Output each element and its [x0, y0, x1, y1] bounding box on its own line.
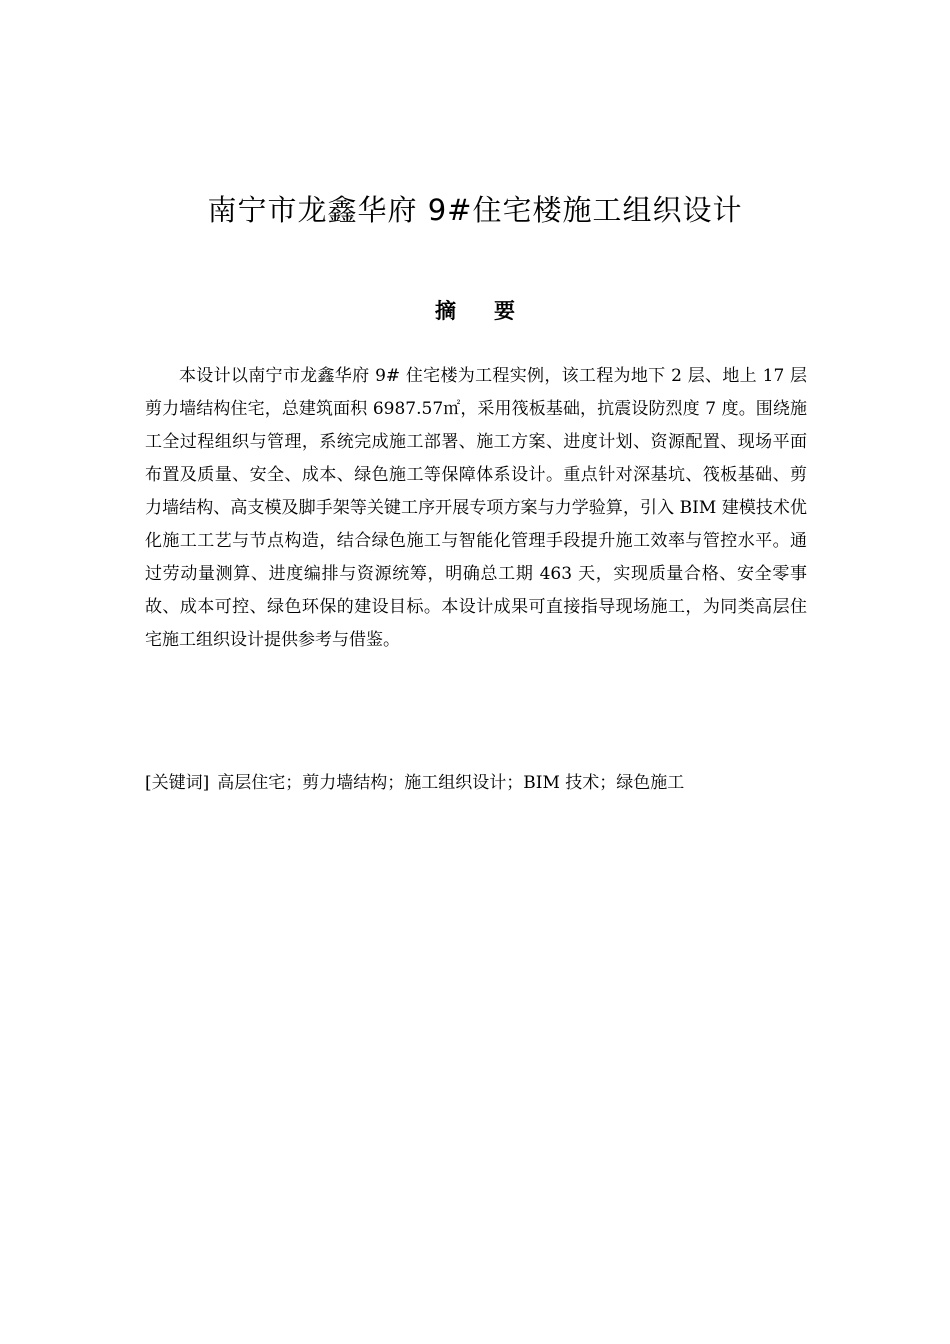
- document-title: 南宁市龙鑫华府 9#住宅楼施工组织设计: [207, 193, 743, 227]
- keywords-text: 高层住宅；剪力墙结构；施工组织设计；BIM 技术；绿色施工: [217, 773, 685, 793]
- abstract-heading-char-1: 摘: [435, 299, 456, 323]
- keywords-label: [关键词]: [145, 773, 210, 793]
- abstract-heading-char-2: 要: [494, 299, 515, 323]
- abstract-body: 本设计以南宁市龙鑫华府 9# 住宅楼为工程实例，该工程为地下 2 层、地上 17 层剪力墙结构住宅，总建筑面积 6987.57㎡，采用筏板基础，抗震设防烈度 7 度。围绕施工全过程组织与管理，系统完成施工部署、施工方案、进度计划、资源配置、现场平面布置及质量、安全、成本、绿色施工等保障体系设计。重点针对深基坑、筏板基础、剪力墙结构、高支模及脚手架等关键工序开展专项方案与力学验算，引入 BIM 建模技术优化施工工艺与节点构造，结合绿色施工与智能化管理手段提升施工效率与管控水平。通过劳动量测算、进度编排与资源统筹，明确总工期 463 天，实现质量合格、安全零事故、成本可控、绿色环保的建设目标。本设计成果可直接指导现场施工，为同类高层住宅施工组织设计提供参考与借鉴。: [145, 366, 807, 650]
- keywords-line: [145, 768, 807, 798]
- abstract-heading: [0, 295, 950, 327]
